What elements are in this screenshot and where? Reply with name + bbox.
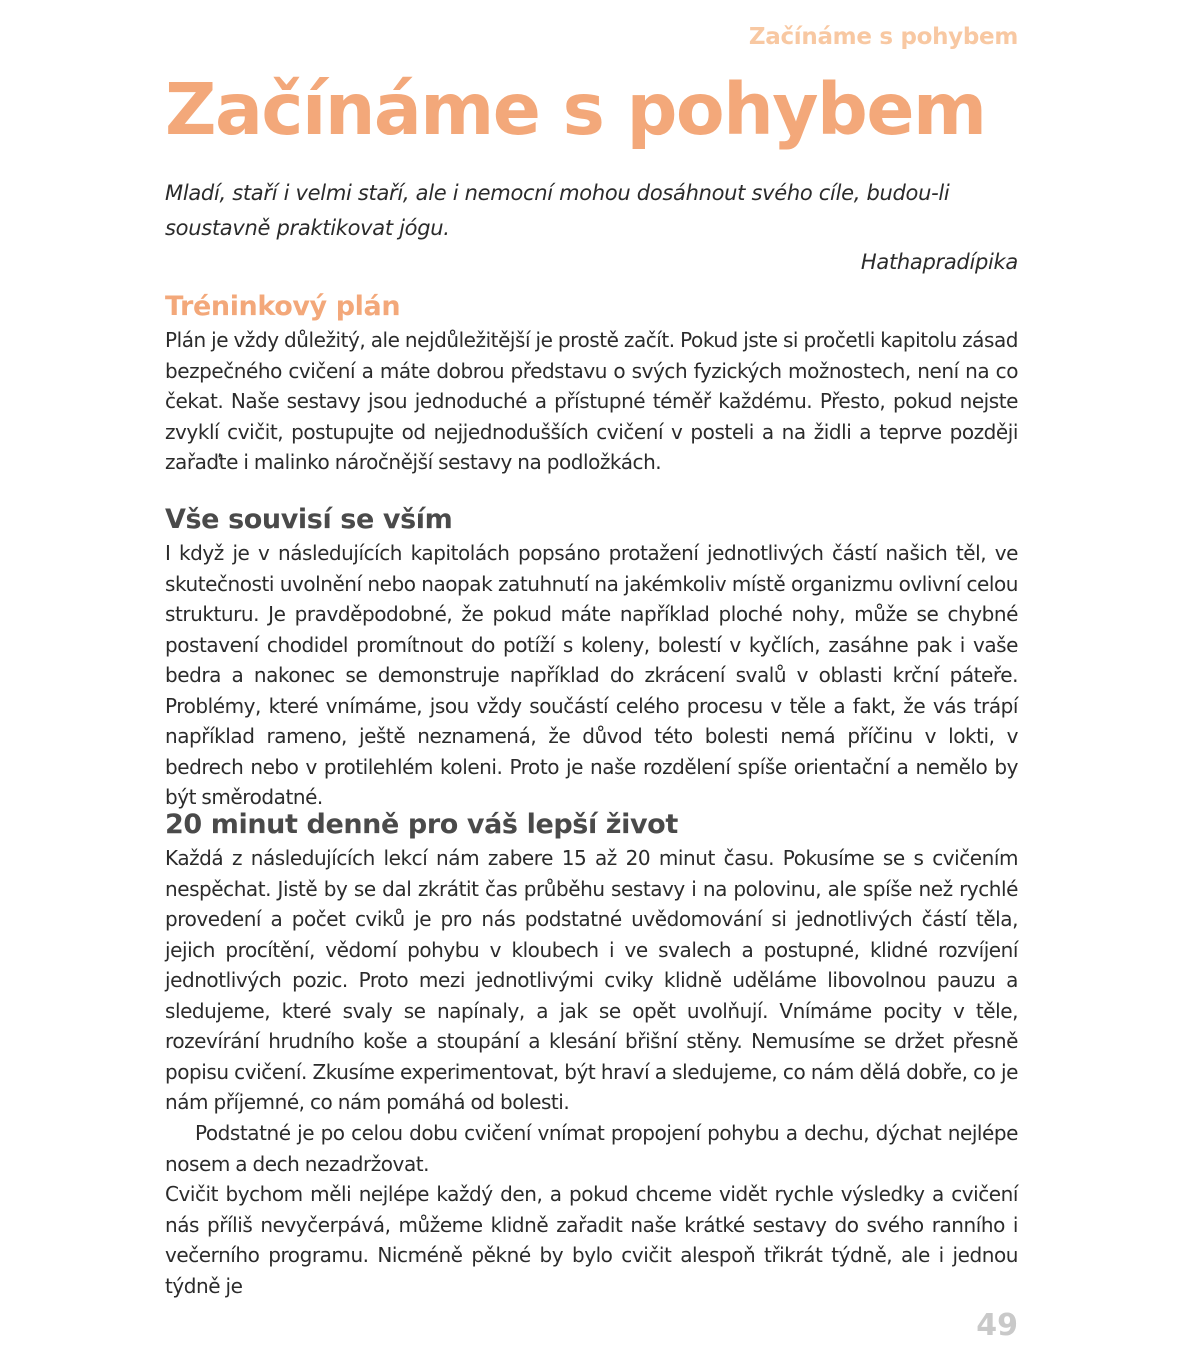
paragraph-20-minutes-1: Každá z následujících lekcí nám zabere 15 až 20 minut času. Pokusíme se s cvičením nespěchat. Jistě by se dal zkrátit čas průběhu sestavy i na polovinu, ale spíše než rychlé provedení a počet cviků je pro nás podstatné uvědomování si jednotlivých částí těla, jejich procítění, vědomí pohybu v kloubech i ve svalech a postupné, klidné rozvíjení jednotlivých pozic. Proto mezi jednotlivými cviky klidně uděláme libovolnou pauzu a sledujeme, které svaly se napínaly, a jak se opět uvolňují. Vnímáme pocity v těle, rozevírání hrudního koše a stoupání a klesání břišní stěny. Nemusíme se držet přesně popisu cvičení. Zkusíme experimentovat, být hraví a sledujeme, co nám dělá dobře, co je nám příjemné, co nám pomáhá od bolesti. [165, 846, 1018, 1114]
paragraph-20-minutes-3: Cvičit bychom měli nejlépe každý den, a pokud chceme vidět rychle výsledky a cvičení nás příliš nevyčerpává, můžeme klidně zařadit naše krátké sestavy do svého ranního i večerního programu. Nicméně pěkné by bylo cvičit alespoň třikrát týdně, ale i jednou týdně je [165, 1182, 1018, 1298]
heading-20-minutes: 20 minut denně pro váš lepší život [165, 809, 678, 840]
paragraph-everything-connected: I když je v následujících kapitolách popsáno protažení jednotlivých částí našich těl, ve skutečnosti uvolnění nebo naopak zatuhnutí na jakémkoliv místě organizmu ovlivní celou strukturu. Je pravděpodobné, že pokud máte například ploché nohy, může se chybné postavení chodidel promítnout do potíží s koleny, bolestí v kyčlích, zasáhne pak i vaše bedra a nakonec se demonstruje například do zkrácení svalů v oblasti krční páteře. Problémy, které vnímáme, jsou vždy součástí celého procesu v těle a fakt, že vás trápí například rameno, ještě neznamená, že důvod této bolesti nemá příčinu v lokti, v bedrech nebo v protilehlém koleni. Proto je naše rozdělení spíše orientační a nemělo by být směrodatné. [165, 541, 1018, 809]
page-number: 49 [976, 1308, 1018, 1343]
motto-quote: Mladí, staří i velmi staří, ale i nemocní mohou dosáhnout svého cíle, budou-li soustavně praktikovat jógu. [165, 181, 950, 240]
page-title: Začínáme s pohybem [165, 68, 986, 151]
running-head: Začínáme s pohybem [748, 24, 1018, 50]
motto-author: Hathapradípika [860, 250, 1018, 274]
heading-training-plan: Tréninkový plán [165, 291, 401, 322]
paragraph-20-minutes-2: Podstatné je po celou dobu cvičení vnímat propojení pohybu a dechu, dýchat nejlépe nosem a dech nezadržovat. [165, 1121, 1018, 1176]
heading-everything-connected: Vše souvisí se vším [165, 504, 453, 535]
paragraph-training-plan: Plán je vždy důležitý, ale nejdůležitější je prostě začít. Pokud jste si pročetli kapitolu zásad bezpečného cvičení a máte dobrou představu o svých fyzických možnostech, není na co čekat. Naše sestavy jsou jednoduché a přístupné téměř každému. Přesto, pokud nejste zvyklí cvičit, postupujte od nejjednodušších cvičení v posteli a na židli a teprve později zařaďte i malinko náročnější sestavy na podložkách. [165, 328, 1018, 474]
